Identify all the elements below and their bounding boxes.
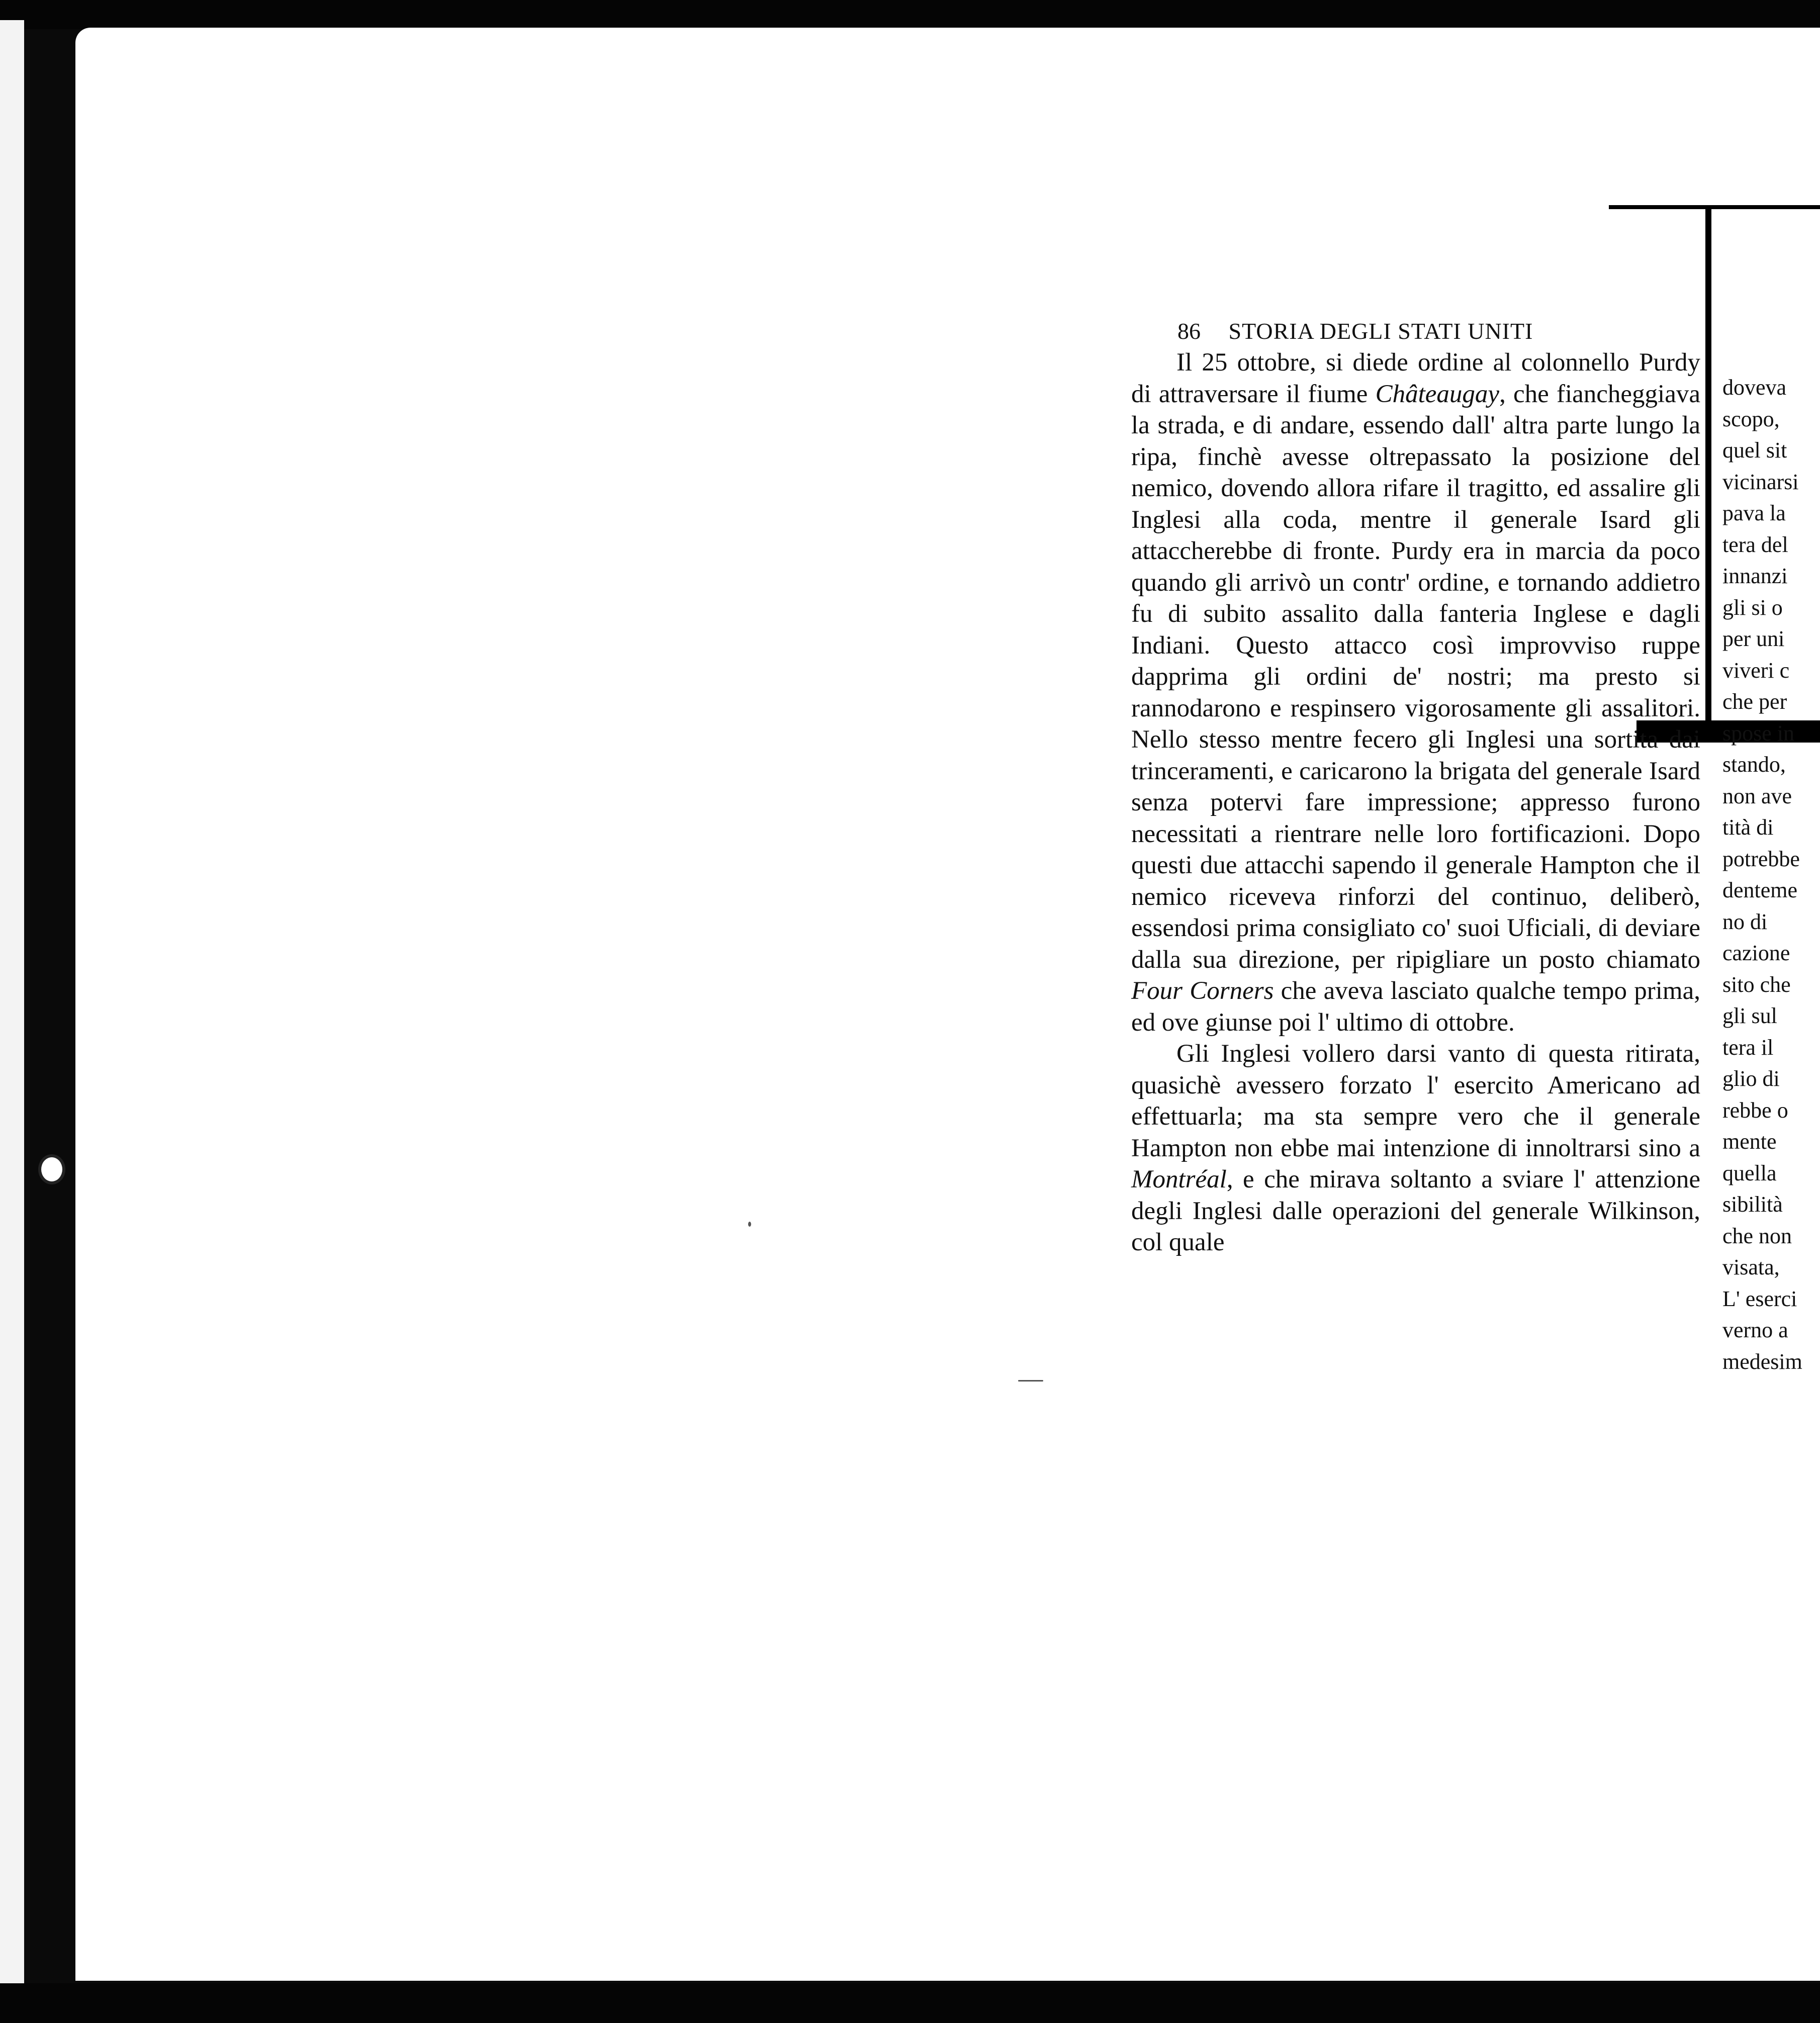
facing-line: cazione xyxy=(1722,941,1790,965)
facing-line: innanzi xyxy=(1722,564,1788,588)
facing-line: no di xyxy=(1722,909,1768,934)
facing-line: rebbe o xyxy=(1722,1097,1788,1123)
running-header xyxy=(1177,318,1705,344)
facing-line: stando, xyxy=(1722,752,1786,777)
page-number: 86 xyxy=(1177,318,1201,344)
scan-bottom-border xyxy=(0,1983,1820,2023)
facing-line: sito che xyxy=(1722,972,1791,997)
text-run: , che fiancheggiava la strada, e di andare, essendo dall' altra parte lungo la ripa, finchè avesse oltrepassato la posizione del nemico, dovendo allora rifare il tragitto, ed assalire gli Inglesi alla coda, mentre il generale Isard gli attaccherebbe di fronte. Purdy era in marcia da poco quando gli arrivò un contr' ordine, e tornando addietro fu di subito assalito dalla fanteria Inglese e dagli Indiani. Questo attacco così improvviso ruppe dapprima gli ordini de' nostri; ma presto si rannodarono e respinsero vigorosamente gli assalitori. Nello stesso mentre fecero gli Inglesi una sortita dai trinceramenti, e caricarono la brigata del generale Isard senza potervi fare impressione; appresso furono necessitati a rientrare nelle loro fortificazioni. Dopo questi due attacchi sapendo il generale Hampton che il nemico riceveva rinforzi del continuo, deliberò, essendosi prima consigliato co' suoi Uficiali, di deviare dalla sua direzione, per ripigliare un posto chiamato xyxy=(1131,380,1700,974)
text-run: , e che mirava soltanto a sviare l' attenzione degli Inglesi dalle operazioni del generale Wilkinson, col quale xyxy=(1131,1165,1700,1256)
scan-speck xyxy=(748,1222,751,1227)
italic-place-name: Four Corners xyxy=(1131,977,1274,1005)
facing-line: tera del xyxy=(1722,532,1788,557)
facing-line: potrebbe xyxy=(1722,846,1800,871)
facing-line: che non xyxy=(1722,1223,1792,1248)
facing-line: viveri c xyxy=(1722,658,1790,683)
facing-line: sibilità xyxy=(1722,1192,1783,1217)
facing-line: pava la xyxy=(1722,501,1786,525)
fold-rule xyxy=(1705,206,1711,729)
facing-line: che per xyxy=(1722,689,1787,714)
facing-line: non ave xyxy=(1722,783,1792,808)
facing-line: verno a xyxy=(1722,1318,1788,1342)
italic-place-name: Montréal xyxy=(1131,1165,1227,1193)
facing-line: L' eserci xyxy=(1722,1286,1797,1311)
facing-line: medesim xyxy=(1722,1349,1802,1374)
text-run: Il 25 ottobre, si diede ordine al colonnello Purdy di attraversare il fiume xyxy=(1131,348,1700,408)
facing-line: tità di xyxy=(1722,815,1774,840)
body-text xyxy=(1131,347,1700,1258)
facing-line: glio di xyxy=(1722,1066,1780,1091)
text-run: che aveva lasciato qualche tempo prima, ed ove giunse poi l' ultimo di ottobre. xyxy=(1131,977,1700,1037)
facing-line: mente xyxy=(1722,1129,1777,1154)
facing-line: scopo, xyxy=(1722,406,1780,431)
facing-line: per uni xyxy=(1722,626,1785,651)
facing-line: gli sul xyxy=(1722,1003,1777,1028)
facing-line: denteme xyxy=(1722,878,1798,902)
paragraph xyxy=(1131,1038,1700,1258)
facing-page-edge xyxy=(0,20,24,1991)
fold-rule-top xyxy=(1609,205,1820,209)
paragraph xyxy=(1131,347,1700,1038)
facing-line: tera il xyxy=(1722,1035,1774,1060)
text-run: Gli Inglesi vollero darsi vanto di questa ritirata, quasichè avessero forzato l' esercito Americano ad effettuarla; ma sta sempre vero che il generale Hampton non ebbe mai intenzione di innoltrarsi sino a xyxy=(1131,1040,1700,1162)
facing-line: spose in xyxy=(1722,720,1794,746)
facing-line: gli si o xyxy=(1722,595,1783,620)
scan-hole-mark xyxy=(38,1154,65,1184)
page-title: STORIA DEGLI STATI UNITI xyxy=(1228,318,1533,344)
facing-line: quella xyxy=(1722,1160,1777,1185)
facing-line: doveva xyxy=(1722,375,1787,400)
scan-speck xyxy=(1018,1380,1043,1382)
facing-page-text-fragment xyxy=(1722,372,1820,1377)
facing-line: visata, xyxy=(1722,1255,1780,1279)
scan-top-border xyxy=(0,0,1820,29)
facing-line: quel sit xyxy=(1722,438,1787,463)
italic-place-name: Châteaugay xyxy=(1375,380,1500,408)
facing-line: vicinarsi xyxy=(1722,469,1799,494)
